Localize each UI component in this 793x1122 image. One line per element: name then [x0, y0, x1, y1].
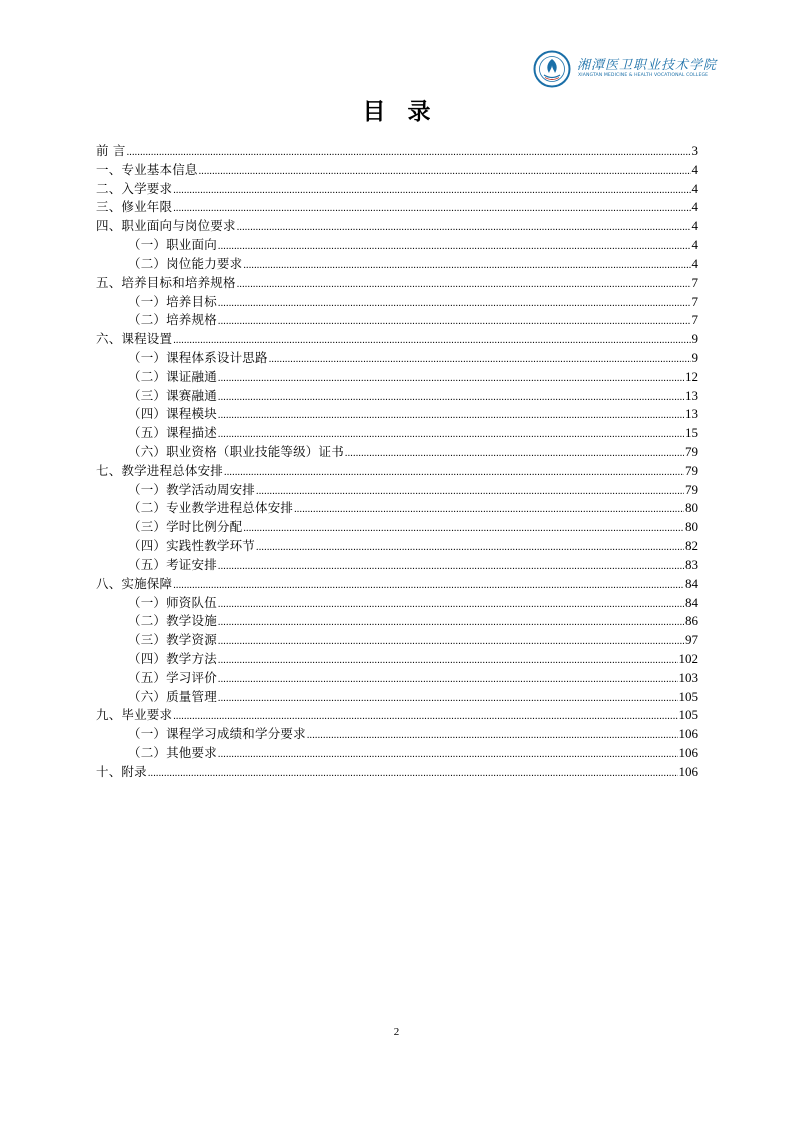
toc-entry-section[interactable]: [96, 537, 698, 556]
toc-entry-page-number: 80: [685, 500, 698, 516]
toc-dot-leader: [294, 501, 684, 520]
toc-entry-label: （三）教学资源: [128, 632, 217, 648]
toc-entry-section[interactable]: [96, 499, 698, 518]
toc-entry-section[interactable]: [96, 424, 698, 443]
toc-entry-label: （四）教学方法: [128, 650, 217, 666]
toc-entry-label: （二）培养规格: [128, 312, 217, 328]
toc-dot-leader: [218, 558, 684, 577]
toc-entry-page-number: 4: [691, 218, 698, 234]
toc-dot-leader: [218, 690, 678, 709]
toc-entry-page-number: 82: [685, 538, 698, 554]
toc-dot-leader: [224, 464, 684, 483]
toc-entry-label: （一）师资队伍: [128, 594, 217, 610]
toc-entry-label: （一）职业面向: [128, 237, 217, 253]
toc-entry-label: （五）考证安排: [128, 556, 217, 572]
toc-entry-label: （二）其他要求: [128, 745, 217, 760]
toc-entry-page-number: 9: [691, 331, 698, 347]
toc-entry-label: （六）质量管理: [128, 688, 217, 704]
toc-entry-label: （二）课证融通: [128, 368, 217, 384]
toc-entry-label: （一）课程学习成绩和学分要求: [128, 726, 306, 742]
toc-entry-label: （一）课程体系设计思路: [128, 349, 268, 365]
toc-entry-section[interactable]: [96, 405, 698, 424]
toc-entry-chapter[interactable]: [96, 142, 698, 161]
toc-dot-leader: [173, 182, 690, 201]
toc-entry-page-number: 79: [685, 462, 698, 478]
toc-dot-leader: [218, 295, 691, 314]
toc-entry-page-number: 106: [678, 745, 698, 760]
toc-entry-label: 十、附录: [96, 763, 147, 779]
toc-dot-leader: [307, 727, 678, 746]
toc-dot-leader: [243, 257, 690, 276]
toc-entry-page-number: 4: [691, 180, 698, 196]
toc-entry-section[interactable]: [96, 631, 698, 650]
toc-entry-label: 七、教学进程总体安排: [96, 462, 224, 478]
toc-entry-page-number: 4: [691, 237, 698, 253]
toc-entry-page-number: 83: [685, 556, 698, 572]
toc-dot-leader: [218, 633, 684, 652]
toc-entry-section[interactable]: [96, 368, 698, 387]
toc-dot-leader: [256, 539, 684, 558]
toc-entry-label: （一）教学活动周安排: [128, 481, 256, 497]
college-name-en: XIANGTAN MEDICINE & HEALTH VOCATIONAL COLLEGE: [578, 73, 709, 78]
toc-dot-leader: [218, 238, 691, 257]
toc-entry-label: （四）课程模块: [128, 406, 217, 422]
toc-entry-label: （三）课赛融通: [128, 387, 217, 403]
toc-entry-page-number: 13: [685, 387, 698, 403]
toc-entry-label: 二、入学要求: [96, 180, 173, 196]
toc-entry-section[interactable]: [96, 556, 698, 575]
toc-dot-leader: [269, 351, 691, 370]
toc-entry-section[interactable]: [96, 744, 698, 763]
toc-entry-chapter[interactable]: [96, 330, 698, 349]
toc-entry-page-number: 97: [685, 632, 698, 648]
toc-entry-section[interactable]: [96, 481, 698, 500]
toc-entry-label: （三）学时比例分配: [128, 519, 243, 535]
toc-entry-section[interactable]: [96, 594, 698, 613]
toc-entry-page-number: 4: [691, 199, 698, 215]
toc-entry-section[interactable]: [96, 255, 698, 274]
toc-entry-page-number: 7: [691, 274, 698, 290]
toc-entry-page-number: 103: [678, 669, 698, 685]
toc-dot-leader: [345, 445, 684, 464]
toc-dot-leader: [218, 746, 678, 765]
toc-dot-leader: [218, 652, 678, 671]
toc-entry-label: 三、修业年限: [96, 199, 173, 215]
toc-dot-leader: [218, 313, 691, 332]
toc-dot-leader: [218, 370, 684, 389]
toc-entry-label: 六、课程设置: [96, 331, 173, 347]
toc-entry-chapter[interactable]: [96, 462, 698, 481]
toc-dot-leader: [173, 200, 690, 219]
toc-entry-label: 九、毕业要求: [96, 707, 173, 723]
toc-dot-leader: [199, 163, 691, 182]
toc-entry-label: （五）学习评价: [128, 669, 217, 685]
toc-entry-page-number: 84: [685, 594, 698, 610]
toc-entry-section[interactable]: [96, 311, 698, 330]
toc-entry-section[interactable]: [96, 387, 698, 406]
toc-entry-page-number: 3: [691, 143, 698, 158]
toc-entry-page-number: 80: [685, 519, 698, 535]
toc-entry-label: （二）岗位能力要求: [128, 255, 243, 271]
toc-entry-page-number: 106: [678, 726, 698, 742]
toc-dot-leader: [237, 219, 691, 238]
toc-entry-page-number: 105: [678, 707, 698, 723]
toc-entry-label: （四）实践性教学环节: [128, 538, 256, 554]
toc-dot-leader: [237, 276, 691, 295]
toc-entry-label: （二）教学设施: [128, 613, 217, 629]
toc-entry-page-number: 79: [685, 444, 698, 459]
toc-dot-leader: [173, 577, 684, 596]
toc-entry-page-number: 4: [691, 161, 698, 177]
toc-dot-leader: [256, 483, 684, 502]
toc-entry-label: 一、专业基本信息: [96, 161, 198, 177]
toc-entry-section[interactable]: [96, 236, 698, 255]
toc-entry-page-number: 86: [685, 613, 698, 629]
toc-entry-label: （一）培养目标: [128, 293, 217, 309]
toc-entry-label: 五、培养目标和培养规格: [96, 274, 236, 290]
toc-entry-page-number: 84: [685, 575, 698, 591]
page-title: 目录: [362, 99, 453, 125]
toc-dot-leader: [148, 765, 678, 784]
toc-entry-label: （二）专业教学进程总体安排: [128, 500, 294, 516]
toc-entry-page-number: 102: [678, 650, 698, 666]
toc-entry-page-number: 12: [685, 368, 698, 384]
toc-entry-chapter[interactable]: [96, 198, 698, 217]
toc-entry-section[interactable]: [96, 688, 698, 707]
toc-entry-page-number: 13: [685, 406, 698, 422]
toc-entry-page-number: 79: [685, 481, 698, 497]
toc-dot-leader: [218, 596, 684, 615]
toc-entry-label: 前 言: [96, 143, 126, 158]
college-name-cn: 湘潭医卫职业技术学院: [577, 58, 718, 73]
toc-dot-leader: [218, 407, 684, 426]
toc-dot-leader: [218, 671, 678, 690]
page-number: 2: [393, 1026, 400, 1038]
toc-entry-chapter[interactable]: [96, 706, 698, 725]
toc-entry-chapter[interactable]: [96, 180, 698, 199]
toc-entry-section[interactable]: [96, 650, 698, 669]
toc-entry-chapter[interactable]: [96, 763, 698, 782]
toc-entry-section[interactable]: [96, 725, 698, 744]
toc-dot-leader: [218, 389, 684, 408]
toc-entry-page-number: 105: [678, 688, 698, 704]
toc-entry-section[interactable]: [96, 443, 698, 462]
toc-entry-section[interactable]: [96, 518, 698, 537]
toc-dot-leader: [218, 614, 684, 633]
college-emblem-icon: [533, 50, 571, 88]
toc-entry-section[interactable]: [96, 349, 698, 368]
toc-entry-page-number: 106: [678, 763, 698, 779]
table-of-contents: [96, 142, 698, 782]
toc-entry-section[interactable]: [96, 612, 698, 631]
toc-entry-section[interactable]: [96, 293, 698, 312]
toc-dot-leader: [127, 144, 691, 163]
toc-entry-label: （五）课程描述: [128, 425, 217, 441]
toc-dot-leader: [243, 520, 684, 539]
toc-entry-page-number: 9: [691, 349, 698, 365]
toc-entry-label: 八、实施保障: [96, 575, 173, 591]
toc-entry-page-number: 7: [691, 293, 698, 309]
toc-entry-page-number: 7: [691, 312, 698, 328]
toc-entry-label: 四、职业面向与岗位要求: [96, 218, 236, 234]
toc-entry-chapter[interactable]: [96, 161, 698, 180]
toc-entry-chapter[interactable]: [96, 217, 698, 236]
toc-entry-page-number: 4: [691, 255, 698, 271]
toc-entry-chapter[interactable]: [96, 575, 698, 594]
toc-entry-label: （六）职业资格（职业技能等级）证书: [128, 444, 344, 459]
toc-entry-section[interactable]: [96, 669, 698, 688]
toc-entry-page-number: 15: [685, 425, 698, 441]
college-logo: [533, 50, 718, 90]
toc-entry-chapter[interactable]: [96, 274, 698, 293]
